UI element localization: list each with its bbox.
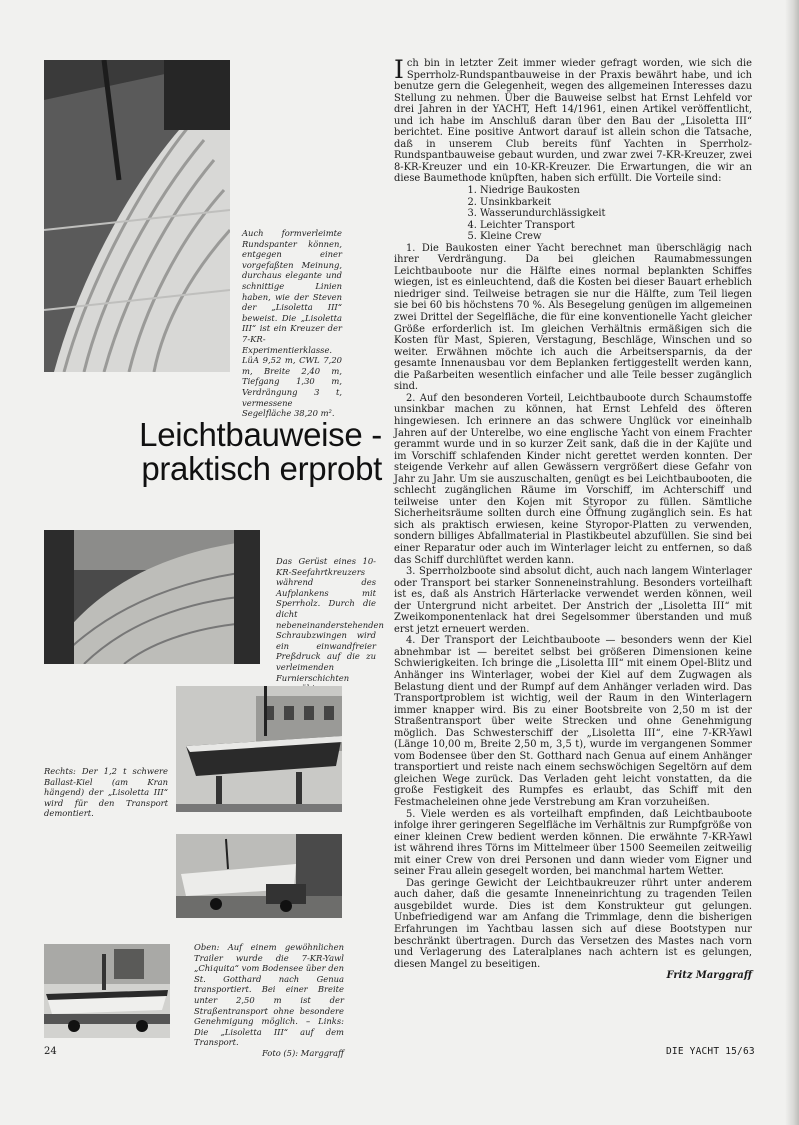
drop-cap: I bbox=[394, 55, 404, 84]
scaffold-image bbox=[44, 530, 260, 664]
paragraph-watertight: 3. Sperrholzboote sind absolut dicht, auch nach langem Winterlager oder Transport bei starker Sonneneinstrahlung. Besonders vorteilhaft ist es, daß als Anstrich Härterlacke verwendet werden können, weil der Untergrund nicht arbeitet. Der Anstrich der „Lisoletta III“ mit Zweikomponentenlack hat drei Segelsommer überstanden und muß erst jetzt erneuert werden. bbox=[394, 566, 752, 635]
hull-ribs-image bbox=[44, 60, 230, 372]
caption-keel-text: Rechts: Der 1,2 t schwere Ballast-Kiel (am Kran hängend) der „Lisoletta III“ wird für den Transport demontiert. bbox=[44, 766, 168, 819]
caption-hull-ribs bbox=[242, 228, 342, 419]
paragraph-weight: Das geringe Gewicht der Leichtbaukreuzer rührt unter anderem auch daher, daß die gesamte Inneneinrichtung zu tragenden Teilen ausgebildet wurde. Dies ist dem Konstrukteur gut gelungen. Unbefriedigend war am Anfang die Trimmlage, denn die bisherigen Erfahrungen im Yachtbau lassen sich auf diese Bootstypen nur beschränkt übertragen. Durch das Versetzen des Mastes nach vorn und Verlagerung des Lateralplanes nach achtern ist es gelungen, diesen Mangel zu beseitigen. bbox=[394, 877, 752, 970]
photo-hull-ribs bbox=[44, 60, 230, 372]
list-item: 5. Kleine Crew bbox=[480, 231, 752, 243]
headline-line-1: Leichtbauweise - bbox=[139, 416, 382, 453]
list-item: 2. Unsinkbarkeit bbox=[480, 197, 752, 209]
paragraph-transport: 4. Der Transport der Leichtbauboote — besonders wenn der Kiel abnehmbar ist — bereitet selbst bei größeren Dimensionen keine Schwierigkeiten. Ich bringe die „Lisoletta III“ mit einem Opel-Blitz und Anhänger ins Winterlager, wobei der Kiel auf dem Zugwagen als Belastung dient und der Rumpf auf dem Anhänger verladen wird. Das Transportproblem ist wichtig, weil der Raum in den Winterlagern immer knapper wird. Bis zu einer Bootsbreite von 2,50 m ist der Straßentransport über weite Strecken und ohne Genehmigung möglich. Das Schwesterschiff der „Lisoletta III“, eine 7-KR-Yawl (Länge 10,00 m, Breite 2,50 m, 3,5 t), wurde im vergangenen Sommer vom Bodensee über den St. Gotthard nach Genua auf einem Anhänger transportiert und reiste nach einem sechswöchigen Segeltörn auf dem gleichen Wege zurück. Das Verladen geht leicht vonstatten, da die große Festigkeit des Rumpfes es erlaubt, das Schiff mit den Festmacheleinen ohne jede Verstrebung am Kran vorzuheißen. bbox=[394, 635, 752, 808]
photo-trailer-chiquita bbox=[176, 834, 342, 918]
page-edge-shadow bbox=[785, 0, 799, 1125]
article-headline bbox=[42, 418, 382, 486]
author-signature: Fritz Marggraff bbox=[666, 970, 752, 982]
photo-keel-crane bbox=[176, 686, 342, 812]
photo-lisoletta-transport bbox=[44, 944, 170, 1038]
caption-keel bbox=[44, 766, 168, 819]
lisoletta-transport-image bbox=[44, 944, 170, 1038]
photo-credit: Foto (5): Marggraff bbox=[261, 1047, 344, 1058]
caption-trailer-text: Oben: Auf einem gewöhnlichen Trailer wurde die 7-KR-Yawl „Chiquita“ vom Bodensee über den St. Gotthard nach Genua transportiert. Bei einer Breite unter 2,50 m ist der Straßentransport ohne besondere Genehmigung möglich. – Links: Die „Lisoletta III“ auf dem Transport. bbox=[194, 942, 344, 1048]
paragraph-unsinkable: 2. Auf den besonderen Vorteil, Leichtbauboote durch Schaumstoffe unsinkbar machen zu können, hat Ernst Lehfeld des öfteren hingewiesen. Ich erinnere an das schwere Unglück vor eineinhalb Jahren auf der Unterelbe, wo eine englische Yacht von einem Frachter gerammt wurde und in so kurzer Zeit sank, daß die in der Kajüte und im Vorschiff schlafenden Kinder nicht gerettet werden konnten. Der steigende Verkehr auf allen Gewässern vergrößert diese Gefahr von Jahr zu Jahr. Um sie auszuschalten, genügt es bei Leichtbaubooten, die schlecht zugänglichen Räume im Vorschiff, im Achterschiff und teilweise unter den Kojen mit Styropor zu füllen. Sämtliche Sicherheitsräume sollten durch eine Öffnung zugänglich sein. Es hat sich als praktisch erwiesen, keine Styropor-Platten zu verwenden, sondern billiges Abfallmaterial in Plastikbeutel abzufüllen. Sie sind bei einer Reparatur oder auch im Winterlager leicht zu entfernen, so daß das Schiff durchlüftet werden kann. bbox=[394, 392, 752, 566]
paragraph-costs: 1. Die Baukosten einer Yacht berechnet man überschlägig nach ihrer Verdrängung. Da bei gleichen Raumabmessungen Leichtbauboote nur die Hälfte eines normal beplankten Schiffes wiegen, ist es einleuchtend, daß die Kosten bei dieser Bauart erheblich niedriger sind. Teilweise betragen sie nur die Hälfte, zum Teil liegen sie bei 60 bis höchstens 70 %. Als Besegelung genügen im allgemeinen zwei Drittel der Segelfläche, die für eine konventionelle Yacht gleicher Größe erforderlich ist. Im gleichen Verhältnis ermäßigen sich die Kosten für Mast, Spieren, Verstagung, Beschläge, Winschen und so weiter. Erwähnen möchte ich auch die Arbeitsersparnis, da der gesamte Innenausbau vor dem Beplanken fertiggestellt werden kann, die Paßarbeiten wesentlich einfacher und alle Teile besser zugänglich sind. bbox=[394, 242, 752, 393]
list-item: 4. Leichter Transport bbox=[480, 220, 752, 232]
trailer-chiquita-image bbox=[176, 834, 342, 918]
keel-crane-image bbox=[176, 686, 342, 812]
caption-hull-ribs-text: Auch formverleimte Rundspanter können, entgegen einer vorgefaßten Meinung, durchaus elegante und schnittige Linien haben, wie der Steven der „Lisoletta III“ beweist. Die „Lisoletta III“ ist ein Kreuzer der 7-KR-Experimentierklasse. LüA 9,52 m, CWL 7,20 m, Breite 2,40 m, Tiefgang 1,30 m, Verdrängung 3 t, vermessene Segelfläche 38,20 m². bbox=[242, 228, 342, 419]
article-body bbox=[394, 55, 752, 982]
list-item: 3. Wasserundurchlässigkeit bbox=[480, 208, 752, 220]
advantages-list bbox=[394, 185, 752, 243]
caption-scaffold bbox=[276, 556, 384, 694]
article-intro-text: ch bin in letzter Zeit immer wieder gefragt worden, wie sich die Sperrholz-Rundspantbauweise in der Praxis bewährt habe, und ich benutze gern die Gelegenheit, wegen des allgemeinen Interesses dazu Stellung zu nehmen. Über die Bauweise selbst hat Ernst Lehfeld vor drei Jahren in der YACHT, Heft 14/1961, einen Artikel veröffentlicht, und ich habe im Anschluß daran über den Bau der „Lisoletta III“ berichtet. Eine positive Antwort darauf ist allein schon die Tatsache, daß in unserem Club bereits fünf Yachten in Sperrholz-Rundspantbauweise gebaut wurden, und zwar zwei 7-KR-Kreuzer, zwei 8-KR-Kreuzer und ein 10-KR-Kreuzer. Die Erwartungen, die wir an diese Baumethode knüpften, haben sich erfüllt. Die Vorteile sind: bbox=[394, 58, 752, 185]
page-number: 24 bbox=[44, 1046, 57, 1057]
caption-trailer bbox=[194, 942, 344, 1059]
headline-line-2: praktisch erprobt bbox=[141, 450, 382, 487]
article-intro bbox=[394, 55, 752, 185]
caption-scaffold-text: Das Gerüst eines 10-KR-Seefahrtkreuzers während des Aufplankens mit Sperrholz. Durch die dicht nebeneinanderstehenden Schraubzwingen wird ein einwandfreier Preßdruck auf die zu verleimenden Furnierschichten bbox=[276, 556, 384, 683]
paragraph-crew: 5. Viele werden es als vorteilhaft empfinden, daß Leichtbauboote infolge ihrer geringeren Segelfläche im Verhältnis zur Rumpfgröße von einer kleinen Crew bedient werden können. Die erwähnte 7-KR-Yawl ist während ihres Törns im Mittelmeer über 1500 Seemeilen zeitweilig mit einer Crew von drei Personen und dann wieder vom Eigner und seiner Frau allein gesegelt worden, bei manchmal hartem Wetter. bbox=[394, 808, 752, 878]
photo-scaffold bbox=[44, 530, 260, 664]
magazine-issue: DIE YACHT 15/63 bbox=[666, 1046, 755, 1057]
list-item: 1. Niedrige Baukosten bbox=[480, 185, 752, 197]
